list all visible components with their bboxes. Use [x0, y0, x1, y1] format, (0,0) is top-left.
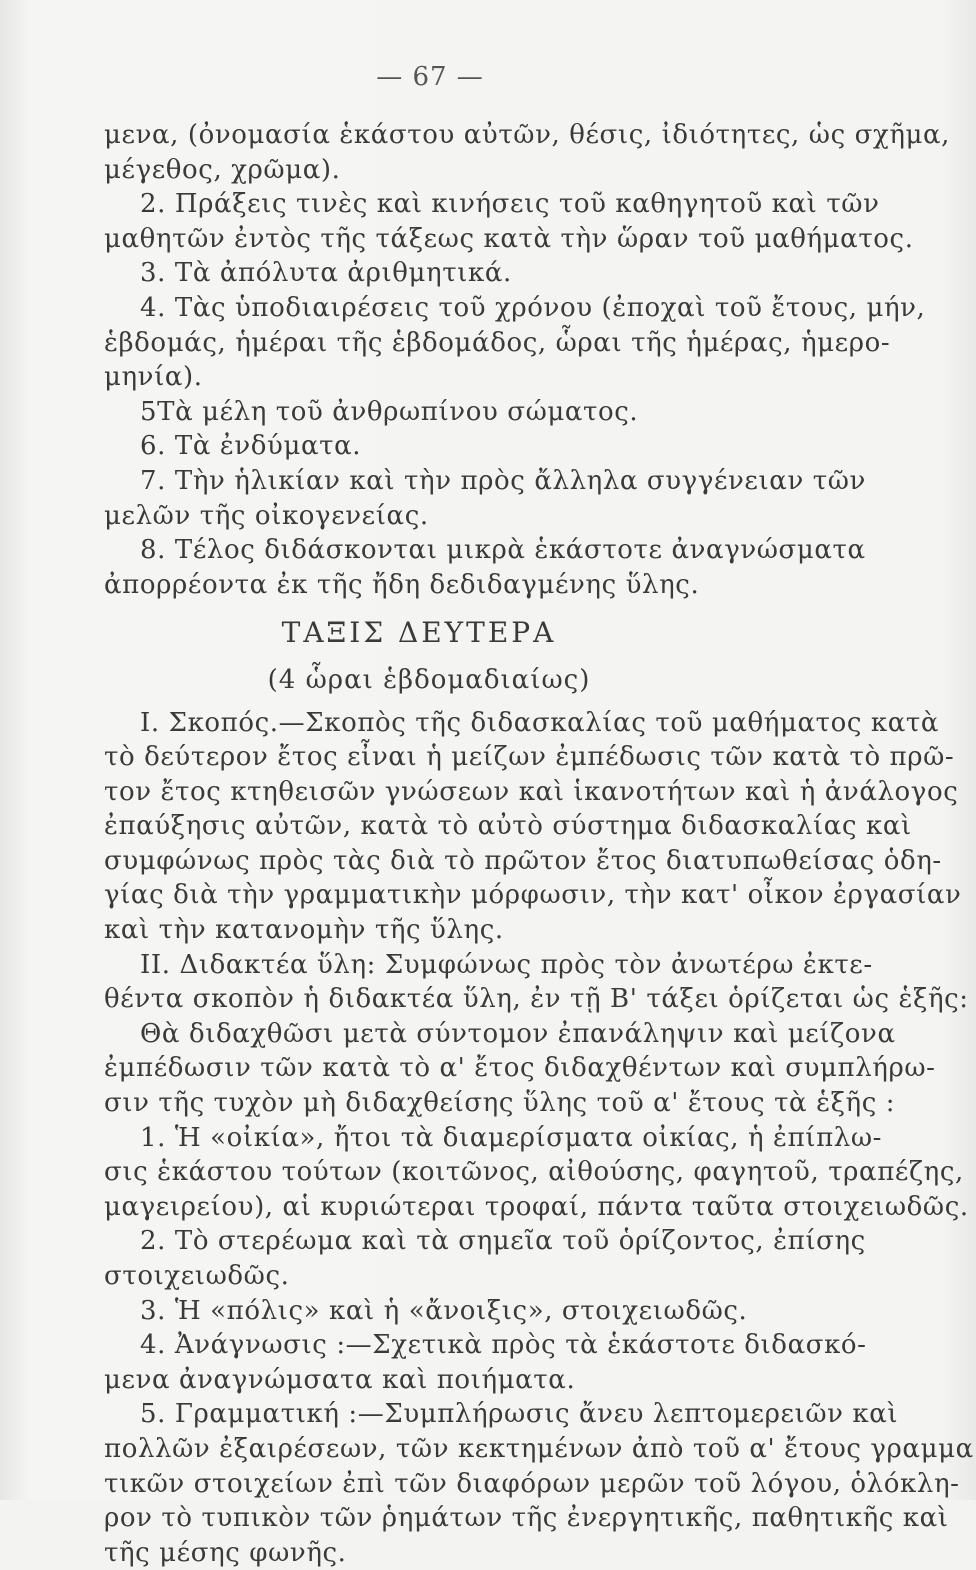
text-line: σιν τῆς τυχὸν μὴ διδαχθείσης ὕλης τοῦ α' ἔτους τὰ ἑξῆς : [104, 1088, 896, 1119]
text-line: τικῶν στοιχείων ἐπὶ τῶν διαφόρων μερῶν τοῦ λόγου, ὁλόκλη- [104, 1468, 960, 1499]
text-line: 3. Τὰ ἀπόλυτα ἀριθμητικά. [140, 258, 512, 289]
text-line: 7. Τὴν ἡλικίαν καὶ τὴν πρὸς ἄλληλα συγγένειαν τῶν [140, 465, 866, 496]
text-line: ἐμπέδωσιν τῶν κατὰ τὸ α' ἔτος διδαχθέντων καὶ συμπλήρω- [104, 1053, 936, 1084]
text-line: 5Τὰ μέλη τοῦ ἀνθρωπίνου σώματος. [140, 396, 639, 427]
section-heading: ΤΑΞΙΣ ΔΕΥΤΕΡΑ [281, 616, 557, 650]
text-line: I. Σκοπός.—Σκοπὸς τῆς διδασκαλίας τοῦ μαθήματος κατὰ [140, 707, 940, 738]
text-line: 4. Τὰς ὑποδιαιρέσεις τοῦ χρόνου (ἐποχαὶ τοῦ ἔτους, μήν, [140, 292, 926, 323]
text-line: ἑβδομάς, ἡμέραι τῆς ἑβδομάδος, ὧραι τῆς ἡμέρας, ἡμερο- [104, 327, 891, 358]
page-number: — 67 — [376, 62, 484, 92]
text-line: 2. Πράξεις τινὲς καὶ κινήσεις τοῦ καθηγητοῦ καὶ τῶν [140, 189, 880, 220]
text-line: 5. Γραμματική :—Συμπλήρωσις ἄνευ λεπτομερειῶν καὶ [140, 1399, 899, 1430]
text-line: 3. Ἡ «πόλις» καὶ ἡ «ἄνοιξις», στοιχειωδῶς. [140, 1295, 748, 1326]
text-line: μελῶν τῆς οἰκογενείας. [104, 500, 429, 531]
text-line: τὸ δεύτερον ἔτος εἶναι ἡ μείζων ἐμπέδωσις τῶν κατὰ τὸ πρῶ- [104, 742, 955, 773]
text-line: θέντα σκοπὸν ἡ διδακτέα ὕλη, ἐν τῇ Β' τάξει ὁρίζεται ὡς ἑξῆς: [104, 984, 969, 1015]
text-line: ρον τὸ τυπικὸν τῶν ῥημάτων τῆς ἐνεργητικῆς, παθητικῆς καὶ [104, 1503, 949, 1534]
text-line: συμφώνως πρὸς τὰς διὰ τὸ πρῶτον ἔτος διατυπωθείσας ὁδη- [104, 845, 942, 876]
text-line: II. Διδακτέα ὕλη: Συμφώνως πρὸς τὸν ἀνωτέρω ἐκτε- [140, 949, 873, 980]
text-line: 1. Ἡ «οἰκία», ἤτοι τὰ διαμερίσματα οἰκίας, ἡ ἐπίπλω- [140, 1122, 883, 1153]
text-line: μαγειρείου), αἱ κυριώτεραι τροφαί, πάντα ταῦτα στοιχειωδῶς. [104, 1191, 969, 1222]
text-line: μέγεθος, χρῶμα). [104, 154, 341, 185]
text-line: ἐπαύξησις αὐτῶν, κατὰ τὸ αὐτὸ σύστημα διδασκαλίας καὶ [104, 811, 912, 842]
text-line: μενα ἀναγνώμσατα καὶ ποιήματα. [104, 1364, 576, 1395]
text-line: 6. Τὰ ἐνδύματα. [140, 431, 362, 462]
text-line: μηνία). [104, 362, 203, 393]
text-line: 2. Τὸ στερέωμα καὶ τὰ σημεῖα τοῦ ὁρίζοντος, ἐπίσης [140, 1226, 866, 1257]
text-line: Θὰ διδαχθῶσι μετὰ σύντομον ἐπανάληψιν καὶ μείζονα [140, 1018, 896, 1049]
text-line: μαθητῶν ἐντὸς τῆς τάξεως κατὰ τὴν ὥραν τοῦ μαθήματος. [104, 223, 914, 254]
body-text [104, 118, 974, 1570]
text-line: ἀπορρέοντα ἐκ τῆς ἤδη δεδιδαγμένης ὕλης. [104, 569, 700, 600]
section-subheading: (4 ὧραι ἑβδομαδιαίως) [267, 664, 591, 695]
text-line: 4. Ἀνάγνωσις :—Σχετικὰ πρὸς τὰ ἑκάστοτε διδασκό- [140, 1330, 867, 1361]
text-line: μενα, (ὀνομασία ἑκάστου αὐτῶν, θέσις, ἰδιότητες, ὡς σχῆμα, [104, 120, 951, 150]
text-line: τῆς μέσης φωνῆς. [104, 1537, 347, 1568]
text-line: γίας διὰ τὴν γραμματικὴν μόρφωσιν, τὴν κατ' οἶκον ἐργασίαν [104, 880, 962, 911]
text-line: σις ἑκάστου τούτων (κοιτῶνος, αἰθούσης, φαγητοῦ, τραπέζης, [104, 1157, 964, 1188]
text-line: 8. Τέλος διδάσκονται μικρὰ ἑκάστοτε ἀναγνώσματα [140, 535, 866, 566]
text-line: στοιχειωδῶς. [104, 1261, 290, 1291]
text-line: καὶ τὴν κατανομὴν τῆς ὕλης. [104, 915, 504, 946]
text-line: πολλῶν ἐξαιρέσεων, τῶν κεκτημένων ἀπὸ τοῦ α' ἔτους γραμμα [104, 1433, 974, 1464]
text-line: τον ἔτος κτηθεισῶν γνώσεων καὶ ἱκανοτήτων καὶ ἡ ἀνάλογος [104, 776, 959, 807]
